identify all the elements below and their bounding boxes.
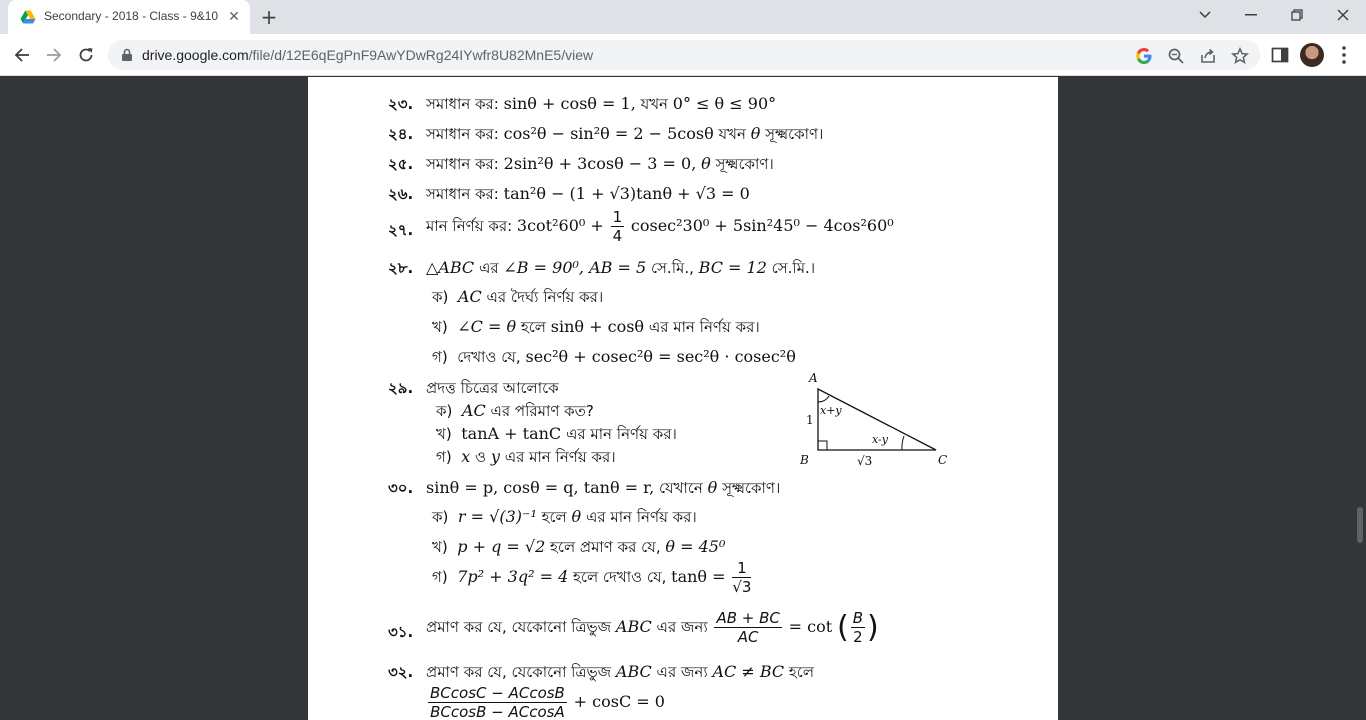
math-expression: θ = 45⁰ [665, 537, 726, 556]
math-expression: x [461, 447, 471, 466]
question-number: ৩০. [388, 479, 414, 497]
sub-label: ক) [432, 508, 449, 526]
math-expression: tanθ = [671, 567, 726, 586]
math-expression: 0° ≤ θ ≤ 90° [672, 94, 777, 113]
question-text-part: যখন [640, 95, 669, 113]
question-text-part: সূক্ষ্মকোণ। [765, 125, 824, 143]
math-expression: tanA + tanC [461, 424, 562, 443]
sub-question [432, 559, 753, 596]
sub-question [436, 423, 677, 448]
question-text-part: এর [478, 259, 499, 277]
angle-label-c: x-y [872, 433, 888, 446]
tab-title: Secondary - 2018 - Class - 9&10 [44, 9, 219, 23]
sub-label: খ) [432, 538, 448, 556]
sub-label: গ) [436, 448, 452, 466]
question-text-part: হলে [541, 508, 567, 526]
angle-label-a: x+y [820, 404, 842, 417]
math-expression: sec²θ + cosec²θ = sec²θ · cosec²θ [525, 347, 796, 366]
math-expression: 2sin²θ + 3cosθ − 3 = 0, [503, 154, 697, 173]
question-formula [426, 684, 665, 720]
browser-tab[interactable] [8, 0, 250, 34]
star-icon[interactable] [1231, 47, 1249, 65]
question-text-part: এর মান নির্ণয় কর। [565, 425, 677, 443]
question-text-part: হলে [788, 663, 815, 681]
question-text [426, 609, 879, 646]
fraction-numerator: BCcosC − ACcosB [430, 684, 565, 702]
lock-icon[interactable] [120, 48, 134, 62]
math-expression: AC [461, 401, 486, 420]
question-label: সমাধান কর: [426, 95, 499, 113]
forward-arrow-icon[interactable] [40, 41, 68, 69]
sub-label: গ) [432, 348, 448, 366]
google-g-icon[interactable] [1135, 47, 1153, 65]
sub-label: ক) [436, 402, 453, 420]
scrollbar-thumb[interactable] [1357, 507, 1363, 543]
fraction [732, 559, 751, 596]
side-label-bc: √3 [857, 454, 873, 468]
fraction [714, 609, 781, 646]
math-expression: ABC [615, 662, 652, 681]
google-drive-icon [20, 9, 36, 25]
question-text [426, 477, 780, 502]
pdf-viewer[interactable] [0, 77, 1366, 720]
kebab-menu-icon[interactable] [1336, 44, 1352, 66]
angle-arc-c [902, 436, 904, 450]
question-number: ২৪. [388, 125, 414, 143]
share-icon[interactable] [1199, 47, 1217, 65]
document-page [308, 77, 1058, 720]
fraction-numerator: AB + BC [716, 609, 780, 627]
fraction-numerator: 1 [732, 559, 751, 578]
fraction [851, 609, 865, 646]
question-number: ২৫. [388, 155, 414, 173]
question-number: ২৮. [388, 259, 414, 277]
math-expression: AC [457, 287, 482, 306]
question-text [426, 93, 776, 118]
math-expression: tan²θ − (1 + √3)tanθ + √3 = 0 [503, 184, 750, 203]
math-expression: 3cot²60⁰ + [516, 216, 604, 235]
vertex-label-c: C [938, 453, 948, 467]
chevron-down-icon[interactable] [1182, 0, 1228, 30]
sub-label: খ) [436, 425, 452, 443]
question-label: সমাধান কর: [426, 155, 499, 173]
question-text-part: সে.মি., [650, 259, 694, 277]
math-expression: θ [707, 478, 718, 497]
fraction [611, 208, 625, 245]
sub-question [436, 446, 616, 471]
question-number: ২৩. [388, 95, 414, 113]
question-text-part: এর পরিমাণ কত? [490, 402, 594, 420]
fraction-denominator: BCcosB − ACcosA [430, 703, 565, 720]
right-angle-mark [818, 441, 827, 450]
restore-icon[interactable] [1274, 0, 1320, 30]
question-text-part: এর মান নির্ণয় কর। [504, 448, 616, 466]
question-text-part: যেখানে [658, 479, 703, 497]
question-text-part: এর জন্য [656, 618, 708, 636]
tab-strip [0, 0, 1366, 34]
browser-toolbar [0, 34, 1366, 76]
math-expression: θ [701, 154, 711, 173]
question-text-part: হলে [520, 318, 546, 336]
math-expression: 7p² + 3q² = 4 [457, 567, 569, 586]
question-number: ৩১. [388, 623, 414, 641]
question-text: প্রদত্ত চিত্রের আলোকে [426, 379, 559, 397]
triangle-figure [794, 367, 954, 472]
paren-open: ( [836, 610, 849, 645]
math-expression: + cosC = 0 [573, 692, 665, 711]
angle-arc-a [818, 396, 829, 402]
math-expression: cos²θ − sin²θ = 2 − 5cosθ [503, 124, 714, 143]
question-text [426, 183, 750, 208]
math-expression: θ [750, 124, 761, 143]
url-host: drive.google.com [142, 47, 249, 63]
math-expression: p + q = √2 [457, 537, 546, 556]
fraction [428, 684, 567, 720]
side-panel-icon[interactable] [1270, 45, 1290, 65]
reload-icon[interactable] [72, 41, 100, 69]
sub-question [432, 316, 760, 341]
question-text-part: এর দৈর্ঘ্য নির্ণয় কর। [486, 288, 604, 306]
vertex-label-a: A [809, 371, 818, 385]
question-label: সমাধান কর: [426, 125, 499, 143]
plus-icon[interactable]: + [260, 5, 278, 29]
math-expression: BC = 12 [698, 258, 767, 277]
math-expression: ∠C = θ [457, 317, 517, 336]
math-expression: △ABC [426, 258, 475, 277]
question-text-part: হলে প্রমাণ কর যে, [550, 538, 661, 556]
sub-label: গ) [432, 568, 448, 586]
avatar[interactable] [1300, 43, 1324, 67]
address-bar[interactable] [108, 40, 1260, 70]
math-expression: ABC [615, 617, 652, 636]
question-text-part: সে.মি.। [771, 259, 816, 277]
math-expression: θ [571, 507, 582, 526]
math-expression: sinθ + cosθ = 1, [503, 94, 636, 113]
math-expression: sinθ + cosθ [550, 317, 645, 336]
question-text-part: ও [475, 448, 487, 466]
question-number: ২৭. [388, 221, 414, 239]
sub-question [432, 286, 603, 311]
fraction-denominator: AC [737, 628, 759, 646]
fraction-denominator: √3 [732, 578, 752, 596]
fraction-denominator: 2 [853, 628, 863, 646]
paren-close: ) [866, 610, 879, 645]
fraction-denominator: 4 [612, 227, 623, 245]
math-expression: AC ≠ BC [712, 662, 785, 681]
question-text-part: প্রমাণ কর যে, যেকোনো ত্রিভুজ [426, 618, 612, 636]
question-text [426, 153, 774, 178]
question-text [426, 208, 894, 245]
sub-label: ক) [432, 288, 449, 306]
sub-question [432, 346, 796, 371]
math-expression: = cot [788, 617, 833, 636]
question-label: সমাধান কর: [426, 185, 499, 203]
side-label-ab: 1 [806, 413, 814, 427]
url-path: /file/d/12E6qEgPnF9AwYDwRg24IYwfr8U82MnE5/view [248, 47, 594, 63]
question-text [426, 123, 823, 148]
question-text [426, 257, 815, 282]
fraction-numerator: B [852, 609, 863, 627]
sub-question [436, 400, 594, 425]
question-text-part: সূক্ষ্মকোণ। [722, 479, 781, 497]
question-text-part: এর মান নির্ণয় কর। [648, 318, 760, 336]
math-expression: r = √(3)⁻¹ [457, 507, 537, 526]
zoom-icon[interactable] [1167, 47, 1185, 65]
window-close-icon[interactable] [1320, 0, 1366, 30]
question-text-part: এর মান নির্ণয় কর। [585, 508, 697, 526]
question-text-part: হলে দেখাও যে, [573, 568, 667, 586]
sub-label: খ) [432, 318, 448, 336]
minimize-icon[interactable] [1228, 0, 1274, 30]
question-number: ২৯. [388, 379, 414, 397]
close-icon[interactable]: ✕ [228, 9, 240, 25]
question-label: মান নির্ণয় কর: [426, 217, 513, 235]
question-text-part: দেখাও যে, [457, 348, 521, 366]
sub-question [432, 536, 725, 561]
question-text-part: প্রমাণ কর যে, যেকোনো ত্রিভুজ [426, 663, 612, 681]
fraction-numerator: 1 [612, 208, 623, 226]
sub-question [432, 506, 697, 531]
question-number: ২৬. [388, 185, 414, 203]
math-expression: y [490, 447, 500, 466]
back-arrow-icon[interactable] [8, 41, 36, 69]
question-text-part: সূক্ষ্মকোণ। [715, 155, 774, 173]
question-number: ৩২. [388, 663, 414, 681]
math-expression: ∠B = 90⁰, AB = 5 [503, 258, 647, 277]
question-text-part: এর জন্য [656, 663, 708, 681]
math-expression: sinθ = p, cosθ = q, tanθ = r, [426, 478, 655, 497]
question-text [426, 661, 814, 686]
vertex-label-b: B [800, 453, 809, 467]
url-text[interactable] [142, 47, 593, 63]
math-expression: cosec²30⁰ + 5sin²45⁰ − 4cos²60⁰ [630, 216, 894, 235]
question-text-part: যখন [718, 125, 746, 143]
